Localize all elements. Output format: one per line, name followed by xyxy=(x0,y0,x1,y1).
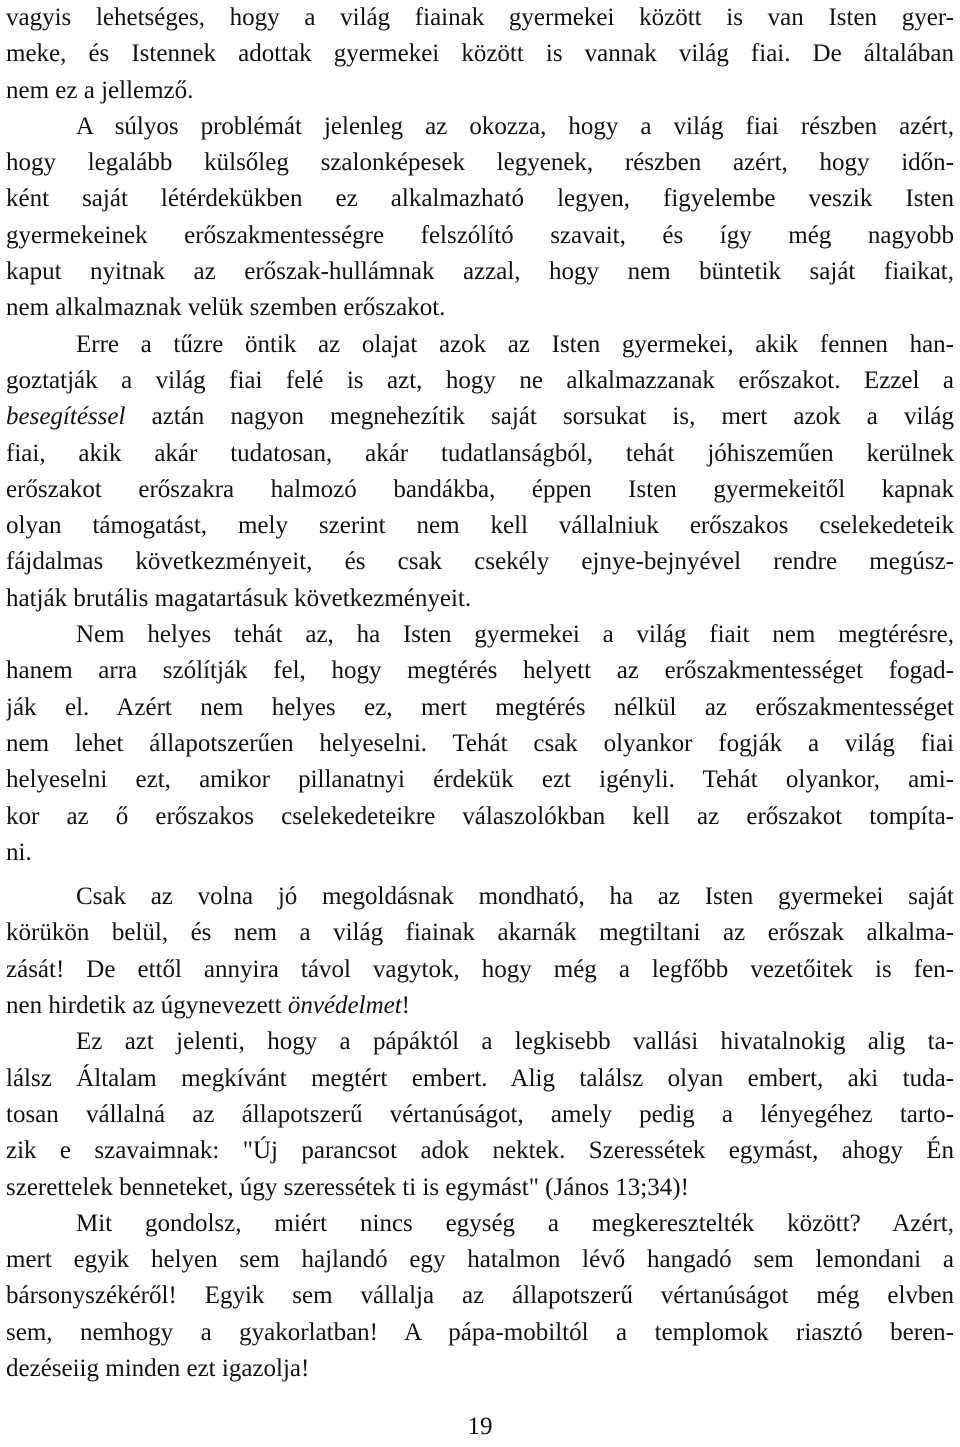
text-segment: aztán nagyon megnehezítik saját sorsukat is, mert azok a világ xyxy=(125,403,954,431)
text-line: lálsz Általam megkívánt megtért embert. Alig találsz olyan embert, aki tuda- xyxy=(6,1064,954,1092)
text-line: goztatják a világ fiai felé is azt, hogy ne alkalmazzanak erőszakot. Ezzel a xyxy=(6,366,954,394)
text-line: zását! De ettől annyira távol vagytok, hogy még a legfőbb vezetőitek is fen- xyxy=(6,955,954,983)
text-line: hanem arra szólítják fel, hogy megtérés helyett az erőszakmentességet fogad- xyxy=(6,657,954,685)
text-line: hogy legalább külsőleg szalonképesek legyenek, részben azért, hogy időn- xyxy=(6,149,954,177)
text-line: vagyis lehetséges, hogy a világ fiainak gyermekei között is van Isten gyer- xyxy=(6,4,954,31)
text-line: A súlyos problémát jelenleg az okozza, hogy a világ fiai részben azért, xyxy=(76,112,954,140)
page-number: 19 xyxy=(467,1413,493,1440)
text-line: nem lehet állapotszerűen helyeselni. Tehát csak olyankor fogják a világ fiai xyxy=(6,729,954,757)
text-line: ni. xyxy=(6,838,32,866)
text-line: ják el. Azért nem helyes ez, mert megtérés nélkül az erőszakmentességet xyxy=(6,693,954,721)
text-line: tosan vállalná az állapotszerű vértanúságot, amely pedig a lényegéhez tarto- xyxy=(6,1100,954,1128)
text-line: bársonyszékéről! Egyik sem vállalja az állapotszerű vértanúságot még elvben xyxy=(6,1282,954,1310)
text-line: fiai, akik akár tudatosan, akár tudatlanságból, tehát jóhiszeműen kerülnek xyxy=(6,439,954,467)
text-line: hatják brutális magatartásuk következményeit. xyxy=(6,584,472,612)
text-line: sem, nemhogy a gyakorlatban! A pápa-mobiltól a templomok riasztó beren- xyxy=(6,1318,954,1346)
text-line: szerettelek benneteket, úgy szeressétek ti is egymást" (János 13;34)! xyxy=(6,1173,689,1201)
italic-text: önvédelmet xyxy=(287,992,402,1020)
text-line: Nem helyes tehát az, ha Isten gyermekei a világ fiait nem megtérésre, xyxy=(76,621,954,649)
text-line: fájdalmas következményeit, és csak csekély ejnye-bejnyével rendre megúsz- xyxy=(6,548,954,576)
text-line: gyermekeinek erőszakmentességre felszólító szavait, és így még nagyobb xyxy=(6,221,954,249)
italic-text: besegítéssel xyxy=(6,403,126,431)
text-line: kaput nyitnak az erőszak-hullámnak azzal, hogy nem büntetik saját fiaikat, xyxy=(6,258,954,286)
text-line: körükön belül, és nem a világ fiainak akarnák megtiltani az erőszak alkalma- xyxy=(6,919,954,947)
document-body xyxy=(6,0,954,1387)
text-line: kor az ő erőszakos cselekedeteikre válaszolókban kell az erőszakot tompíta- xyxy=(6,802,954,830)
text-line: Ez azt jelenti, hogy a pápáktól a legkisebb vallási hivatalnokig alig ta- xyxy=(76,1028,954,1056)
text-line: olyan támogatást, mely szerint nem kell vállalniuk erőszakos cselekedeteik xyxy=(6,512,954,540)
text-line: mert egyik helyen sem hajlandó egy hatalmon lévő hangadó sem lemondani a xyxy=(6,1246,954,1274)
text-line: meke, és Istennek adottak gyermekei között is vannak világ fiai. De általában xyxy=(6,40,954,68)
text-line xyxy=(6,988,954,1024)
text-line: ként saját létérdekükben ez alkalmazható legyen, figyelembe veszik Isten xyxy=(6,185,954,213)
text-segment: ! xyxy=(401,992,410,1020)
text-line: helyeselni ezt, amikor pillanatnyi érdekük ezt igényli. Tehát olyankor, ami- xyxy=(6,766,954,794)
text-line: Mit gondolsz, miért nincs egység a megkeresztelték között? Azért, xyxy=(76,1209,954,1237)
text-line: nem ez a jellemző. xyxy=(6,76,194,104)
text-line: dezéseiig minden ezt igazolja! xyxy=(6,1354,310,1382)
text-segment: nen hirdetik az úgynevezett xyxy=(6,992,288,1020)
text-line: nem alkalmaznak velük szemben erőszakot. xyxy=(6,294,446,322)
text-line: Erre a tűzre öntik az olajat azok az Isten gyermekei, akik fennen han- xyxy=(76,330,954,358)
text-line xyxy=(6,399,954,435)
text-line: zik e szavaimnak: "Új parancsot adok nektek. Szeressétek egymást, ahogy Én xyxy=(6,1137,954,1165)
text-line: Csak az volna jó megoldásnak mondható, ha az Isten gyermekei saját xyxy=(76,883,954,911)
text-line: erőszakot erőszakra halmozó bandákba, éppen Isten gyermekeitől kapnak xyxy=(6,475,954,503)
